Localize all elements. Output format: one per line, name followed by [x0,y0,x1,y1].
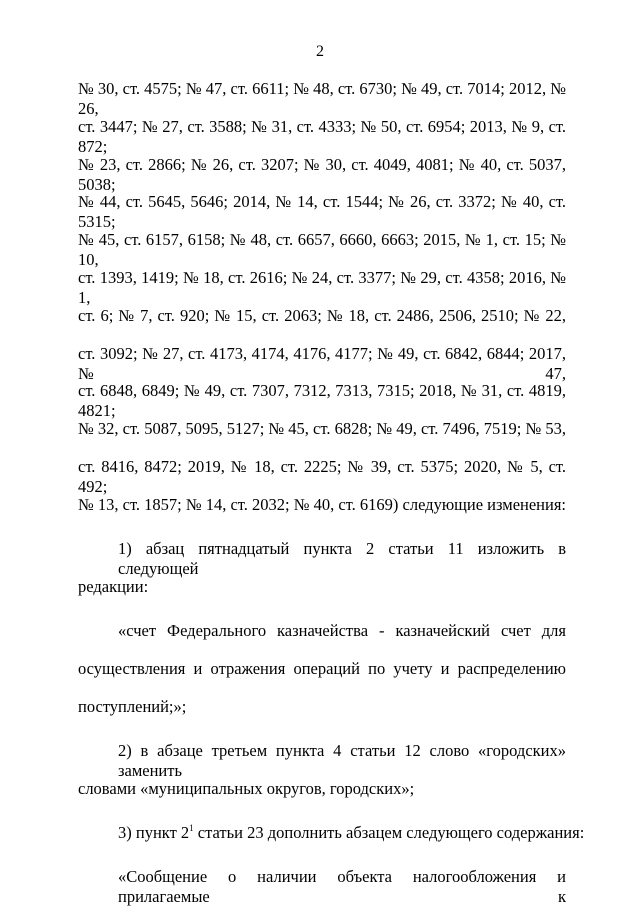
item-2-line: 2) в абзаце третьем пункта 4 статьи 12 слово «городских» заменить [118,741,566,780]
quote-2-line: «Сообщение о наличии объекта налогообложения и прилагаемые к [118,867,566,906]
item-2-line-last: словами «муниципальных округов, городских»; [78,779,415,798]
citation-line: ст. 6; № 7, ст. 920; № 15, ст. 2063; № 18, ст. 2486, 2506, 2510; № 22, [78,306,566,325]
quote-1-line: осуществления и отражения операций по учету и распределению [78,659,566,678]
item-3-superscript: 1 [189,823,194,833]
item-3-text-before: 3) пункт 2 [118,823,190,842]
citation-line: ст. 3447; № 27, ст. 3588; № 31, ст. 4333; № 50, ст. 6954; 2013, № 9, ст. 872; [78,117,566,156]
citation-line: ст. 3092; № 27, ст. 4173, 4174, 4176, 4177; № 49, ст. 6842, 6844; 2017, № 47, [78,344,566,383]
citation-line: № 23, ст. 2866; № 26, ст. 3207; № 30, ст. 4049, 4081; № 40, ст. 5037, 5038; [78,155,566,194]
item-1-line-last: редакции: [78,577,149,596]
page-number: 2 [316,43,324,60]
item-3-text-after: статьи 23 дополнить абзацем следующего содержания: [193,823,585,842]
quote-1-line: «счет Федерального казначейства - казначейский счет для [118,621,566,640]
citation-line: № 44, ст. 5645, 5646; 2014, № 14, ст. 1544; № 26, ст. 3372; № 40, ст. 5315; [78,192,566,231]
citation-line: № 30, ст. 4575; № 47, ст. 6611; № 48, ст. 6730; № 49, ст. 7014; 2012, № 26, [78,79,566,118]
citation-line-last: № 13, ст. 1857; № 14, ст. 2032; № 40, ст. 6169) следующие изменения: [78,495,567,514]
quote-1-line-last: поступлений;»; [78,697,187,716]
item-3-line [118,823,585,843]
citation-line: ст. 1393, 1419; № 18, ст. 2616; № 24, ст. 3377; № 29, ст. 4358; 2016, № 1, [78,268,566,307]
citation-line: ст. 6848, 6849; № 49, ст. 7307, 7312, 7313, 7315; 2018, № 31, ст. 4819, 4821; [78,381,566,420]
citation-line: ст. 8416, 8472; 2019, № 18, ст. 2225; № 39, ст. 5375; 2020, № 5, ст. 492; [78,457,566,496]
item-1-line: 1) абзац пятнадцатый пункта 2 статьи 11 изложить в следующей [118,539,566,578]
citation-line: № 32, ст. 5087, 5095, 5127; № 45, ст. 6828; № 49, ст. 7496, 7519; № 53, [78,419,566,438]
citation-line: № 45, ст. 6157, 6158; № 48, ст. 6657, 6660, 6663; 2015, № 1, ст. 15; № 10, [78,230,566,269]
